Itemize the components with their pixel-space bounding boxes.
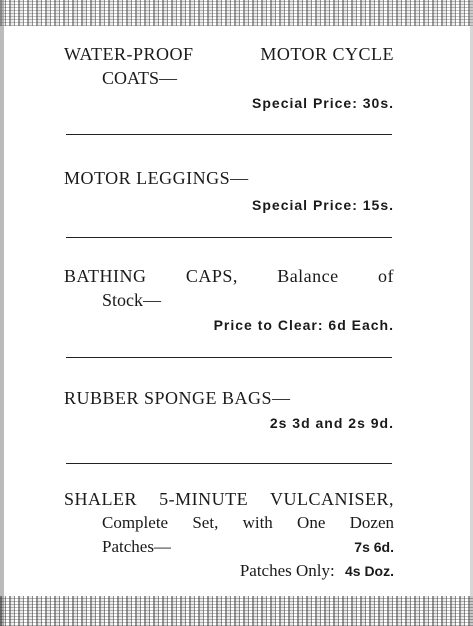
divider-rule [66,357,392,358]
item-title: MOTOR LEGGINGS— [64,168,249,188]
item-description: Complete Set, with One Dozen [102,513,394,532]
item-title-word: CAPS, [185,266,238,286]
item-title-left: WATER-PROOF [64,44,194,64]
item-price: Special Price: 30s. [252,95,394,111]
scan-edge-left [0,0,4,626]
ad-item-motor-cycle-coats [64,42,394,114]
item-title: SHALER 5-MINUTE VULCANISER, [64,489,394,509]
item-price-row [64,559,394,583]
item-price: 4s Doz. [344,563,394,579]
item-title [64,264,394,288]
item-title-right: MOTOR CYCLE [260,44,394,64]
divider-rule [66,463,392,464]
ad-item-rubber-sponge-bags [64,386,394,434]
item-price: 7s 6d. [354,539,394,555]
item-price: Special Price: 15s. [252,197,394,213]
item-price: Price to Clear: 6d Each. [213,317,394,333]
item-title-word: Balance [277,266,339,286]
ad-item-vulcaniser [64,487,394,583]
item-title: RUBBER SPONGE BAGS— [64,388,291,408]
item-title-word: of [377,266,394,286]
item-title-continuation: Stock— [102,290,162,310]
item-price: 2s 3d and 2s 9d. [269,415,394,431]
scan-noise-bottom [0,596,473,626]
item-title [64,42,394,66]
scan-noise-top [0,0,473,26]
item-title-continuation: COATS— [102,68,178,88]
item-price-label: Patches— [102,537,171,556]
divider-rule [66,237,392,238]
ad-item-bathing-caps [64,264,394,336]
item-price-label: Patches Only: [239,561,335,580]
item-price-row [64,535,394,559]
item-title-word: BATHING [64,266,147,286]
divider-rule [66,134,392,135]
ad-item-motor-leggings [64,166,394,216]
